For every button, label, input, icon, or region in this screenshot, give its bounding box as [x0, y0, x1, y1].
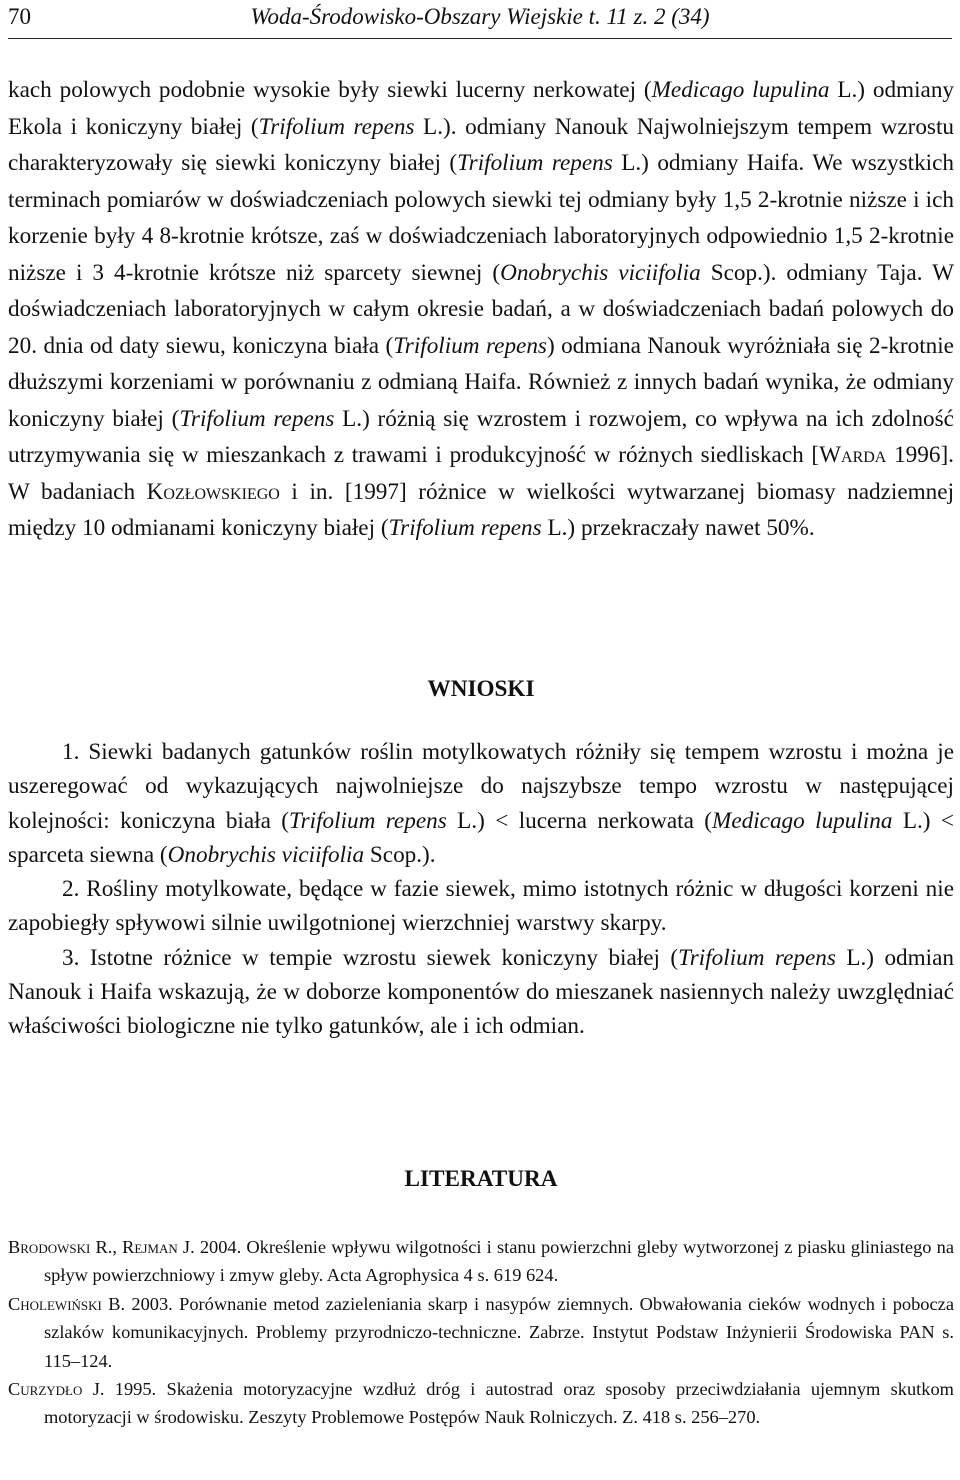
running-title: Woda-Środowisko-Obszary Wiejskie t. 11 z. 2 (34)	[250, 4, 710, 29]
citation-author: Warda	[819, 442, 887, 468]
reference-text: 2003. Porównanie metod zazieleniania skarp i nasypów ziemnych. Obwałowania cieków wodnych i pobocza szlaków komunikacyjnych. Problemy przyrodniczo-techniczne. Zabrze. Instytut Podstaw Inżynierii Środowiska PAN s. 115–124.	[44, 1293, 954, 1371]
header-rule	[8, 38, 952, 39]
section-heading-literatura: LITERATURA	[404, 1166, 558, 1192]
latin-name: Trifolium repens	[678, 944, 836, 971]
page-number: 70	[8, 4, 31, 29]
reference-author: Curzydło J.	[8, 1379, 105, 1400]
citation-author: Kozłowskiego	[146, 478, 280, 505]
reference-author: Brodowski R., Rejman J.	[8, 1237, 195, 1257]
latin-name: Trifolium repens	[388, 515, 542, 541]
body-text	[8, 72, 954, 547]
reference-item	[8, 1290, 954, 1375]
reference-list	[8, 1233, 954, 1432]
latin-name: Trifolium repens	[457, 150, 613, 176]
reference-text: 2004. Określenie wpływu wilgotności i stanu powierzchni gleby wytworzonej z piasku gliniastego na spływ powierzchniowy i zmyw gleby. Acta Agrophysica 4 s. 619 624.	[44, 1237, 954, 1286]
reference-text: 1995. Skażenia motoryzacyjne wzdłuż dróg i autostrad oraz sposoby przeciwdziałania ujemnym skutkom motoryzacji w środowisku. Zeszyty Problemowe Postępów Nauk Rolniczych. Z. 418 s. 256–270.	[44, 1379, 954, 1428]
latin-name: Onobrychis viciifolia	[167, 841, 365, 868]
latin-name: Medicago lupulina	[712, 807, 893, 834]
reference-item	[8, 1233, 954, 1290]
conclusion-item: 2. Rośliny motylkowate, będące w fazie siewek, mimo istotnych różnic w długości korzeni nie zapobiegły spływowi silnie uwilgotnionej wierzchniej warstwy skarpy.	[8, 876, 954, 937]
conclusion-item: 3. Istotne różnice w tempie wzrostu siewek koniczyny białej (Trifolium repens L.) odmian Nanouk i Haifa wskazują, że w doborze komponentów do mieszanek nasiennych należy uwzględniać właściwości biologiczne nie tylko gatunków, ale i ich odmian.	[8, 944, 955, 1040]
latin-name: Trifolium repens	[393, 332, 547, 359]
paragraph: kach polowych podobnie wysokie były siewki lucerny nerkowatej (Medicago lupulina L.) odmiany Ekola i koniczyny białej (Trifolium repens L.). odmiany Nanouk Najwolniejszym tempem wzrostu charakteryzowały się siewki koniczyny białej (Trifolium repens L.) odmiany Haifa. We wszystkich terminach pomiarów w doświadczeniach polowych siewki tej odmiany były 1,5 2-krotnie niższe i ich korzenie były 4 8-krotnie krótsze, zaś w doświadczeniach laboratoryjnych odpowiednio 1,5 2-krotnie niższe i 3 4-krotnie krótsze niż sparcety siewnej (Onobrychis viciifolia Scop.). odmiany Taja. W doświadczeniach laboratoryjnych w całym okresie badań, a w doświadczeniach badań polowych do 20. dnia od daty siewu, koniczyna biała (Trifolium repens) odmiana Nanouk wyróżniała się 2-krotnie dłuższymi korzeniami w porównaniu z odmianą Haifa. Również z innych badań wynika, że odmiany koniczyny białej (Trifolium repens L.) różnią się wzrostem i rozwojem, co wpływa na ich zdolność utrzymywania się w mieszankach z trawami i produkcyjność w różnych siedliskach [Warda 1996]. W badaniach Kozłowskiego i in. [1997] różnice w wielkości wytwarzanej biomasy nadziemnej między 10 odmianami koniczyny białej (Trifolium repens L.) przekraczały nawet 50%.	[8, 77, 955, 541]
latin-name: Trifolium repens	[179, 405, 335, 432]
latin-name: Onobrychis viciifolia	[500, 259, 701, 286]
conclusions	[8, 735, 954, 1044]
reference-author: Cholewiński B.	[8, 1293, 126, 1314]
latin-name: Medicago lupulina	[651, 77, 830, 103]
reference-item	[8, 1375, 954, 1432]
latin-name: Trifolium repens	[258, 113, 415, 140]
page-header	[8, 0, 952, 36]
section-heading-wnioski: WNIOSKI	[427, 676, 535, 702]
conclusion-item: 1. Siewki badanych gatunków roślin motylkowatych różniły się tempem wzrostu i można je uszeregować od wykazujących najwolniejsze do najszybsze tempo wzrostu w następującej kolejności: koniczyna biała (Trifolium repens L.) < lucerna nerkowata (Medicago lupulina L.) < sparceta siewna (Onobrychis viciifolia Scop.).	[8, 739, 954, 868]
latin-name: Trifolium repens	[289, 807, 447, 834]
